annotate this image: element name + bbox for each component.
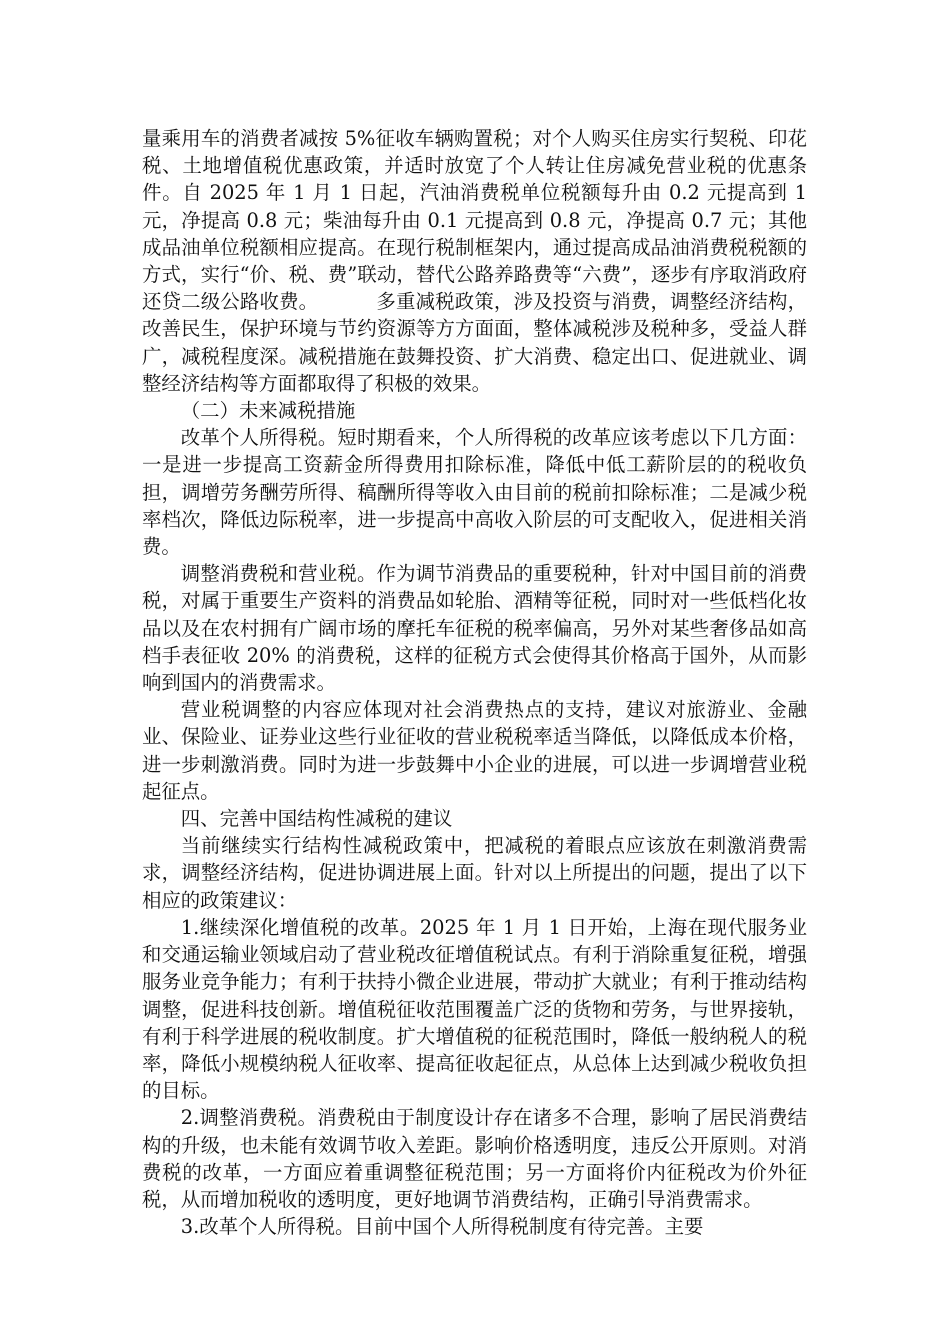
paragraph-consumption-business-tax: 调整消费税和营业税。作为调节消费品的重要税种，针对中国目前的消费税，对属于重要生产资料的消费品如轮胎、酒精等征税，同时对一些低档化妆品以及在农村拥有广阔市场的摩托车征税的税率偏高，另外对某些奢侈品如高档手表征收 20% 的消费税，这样的征税方式会使得其价格高于国外，从而影响到国内的消费需求。: [142, 562, 807, 695]
section-heading-future-measures: （二）未来减税措施: [180, 399, 356, 423]
paragraph-tax-policies-part1: 量乘用车的消费者减按 5%征收车辆购置税；对个人购买住房实行契税、印花税、土地增值税优惠政策，并适时放宽了个人转让住房减免营业税的优惠条件。自 2025 年 1 月 1 日起，汽油消费税单位税额每升由 0.2 元提高到 1 元，净提高 0.8 元；柴油每升由 0.1 元提高到 0.8 元，净提高 0.7 元；其他成品油单位税额相应提高。在现行税制框架内，通过提高成品油消费税税额的方式，实行“价、税、费”联动，替代公路养路费等“六费”，逐步有序取消政府还贷二级公路收费。: [142, 127, 807, 314]
paragraph-suggestions-intro: 当前继续实行结构性减税政策中，把减税的着眼点应该放在刺激消费需求，调整经济结构，促进协调进展上面。针对以上所提出的问题，提出了以下相应的政策建议：: [142, 834, 807, 912]
paragraph-tax-policies: [142, 125, 807, 397]
section-heading-suggestions: 四、完善中国结构性减税的建议: [180, 807, 453, 831]
paragraph-business-tax-adjust: 营业税调整的内容应体现对社会消费热点的支持，建议对旅游业、金融业、保险业、证券业这些行业征收的营业税税率适当降低，以降低成本价格，进一步刺激消费。同时为进一步鼓舞中小企业的进展，可以进一步调增营业税起征点。: [142, 698, 807, 803]
document-page: [142, 125, 807, 1240]
paragraph-vat-reform: 1.继续深化增值税的改革。2025 年 1 月 1 日开始，上海在现代服务业和交通运输业领域启动了营业税改征增值税试点。有利于消除重复征税，增强服务业竞争能力；有利于扶持小微企业进展，带动扩大就业；有利于推动结构调整，促进科技创新。增值税征收范围覆盖广泛的货物和劳务，与世界接轨，有利于科学进展的税收制度。扩大增值税的征税范围时，降低一般纳税人的税率，降低小规模纳税人征收率、提高征收起征点，从总体上达到减少税收负担的目标。: [142, 915, 807, 1103]
paragraph-income-tax-item3: 3.改革个人所得税。目前中国个人所得税制度有待完善。主要: [180, 1215, 704, 1239]
paragraph-income-tax-reform: 改革个人所得税。短时期看来，个人所得税的改革应该考虑以下几方面：一是进一步提高工资薪金所得费用扣除标准，降低中低工薪阶层的的税收负担，调增劳务酬劳所得、稿酬所得等收入由目前的税前扣除标准；二是减少税率档次，降低边际税率，进一步提高中高收入阶层的可支配收入，促进相关消费。: [142, 426, 807, 559]
paragraph-tax-policies-part2: 多重减税政策，涉及投资与消费，调整经济结构，改善民生，保护环境与节约资源等方方面面，整体减税涉及税种多，受益人群广，减税程度深。减税措施在鼓舞投资、扩大消费、稳定出口、促进就业、调整经济结构等方面都取得了积极的效果。: [142, 290, 808, 395]
paragraph-consumption-tax-adjust: 2.调整消费税。消费税由于制度设计存在诸多不合理，影响了居民消费结构的升级，也未能有效调节收入差距。影响价格透明度，违反公开原则。对消费税的改革，一方面应着重调整征税范围；另一方面将价内征税改为价外征税，从而增加税收的透明度，更好地调节消费结构，正确引导消费需求。: [142, 1106, 807, 1211]
